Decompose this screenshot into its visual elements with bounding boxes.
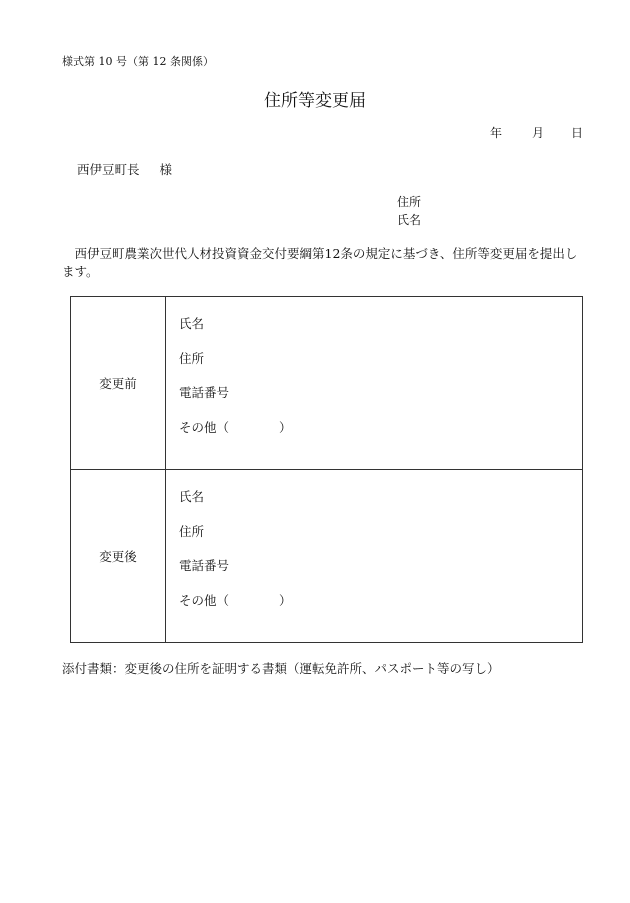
table-row-after xyxy=(71,470,583,643)
before-other-close: ） xyxy=(279,419,292,435)
after-other-close: ） xyxy=(279,592,292,608)
before-address-label: 住所 xyxy=(179,350,205,366)
table-row-before xyxy=(71,297,583,470)
form-number: 様式第 10 号（第 12 条関係） xyxy=(62,55,214,68)
after-other-open: その他（ xyxy=(179,592,230,608)
after-name-label: 氏名 xyxy=(179,489,205,504)
section-label-before: 変更前 xyxy=(71,297,166,470)
addressee-name: 西伊豆町長 xyxy=(77,162,140,177)
applicant-name-label: 氏名 xyxy=(397,213,422,227)
after-phone-label: 電話番号 xyxy=(179,558,230,573)
before-other-label xyxy=(179,417,582,452)
fields-before xyxy=(166,297,583,470)
before-other-open: その他（ xyxy=(179,419,230,435)
date-month-label: 月 xyxy=(532,126,545,140)
document-title: 住所等変更届 xyxy=(264,91,366,111)
applicant-address-label: 住所 xyxy=(397,195,422,209)
before-phone-label: 電話番号 xyxy=(179,385,230,400)
date-day-label: 日 xyxy=(571,126,584,140)
attachment-note: 添付書類：変更後の住所を証明する書類（運転免許所、パスポート等の写し） xyxy=(62,661,500,676)
change-table xyxy=(70,296,583,643)
addressee-honorific: 様 xyxy=(159,162,173,177)
fields-after xyxy=(166,470,583,643)
body-text: 西伊豆町農業次世代人材投資資金交付要綱第12条の規定に基づき、住所等変更届を提出します。 xyxy=(62,246,578,279)
before-name-label: 氏名 xyxy=(179,316,205,331)
after-address-label: 住所 xyxy=(179,523,205,539)
date-year-label: 年 xyxy=(490,126,503,140)
section-label-after: 変更後 xyxy=(71,470,166,643)
after-other-label xyxy=(179,590,582,625)
addressee xyxy=(77,160,172,178)
